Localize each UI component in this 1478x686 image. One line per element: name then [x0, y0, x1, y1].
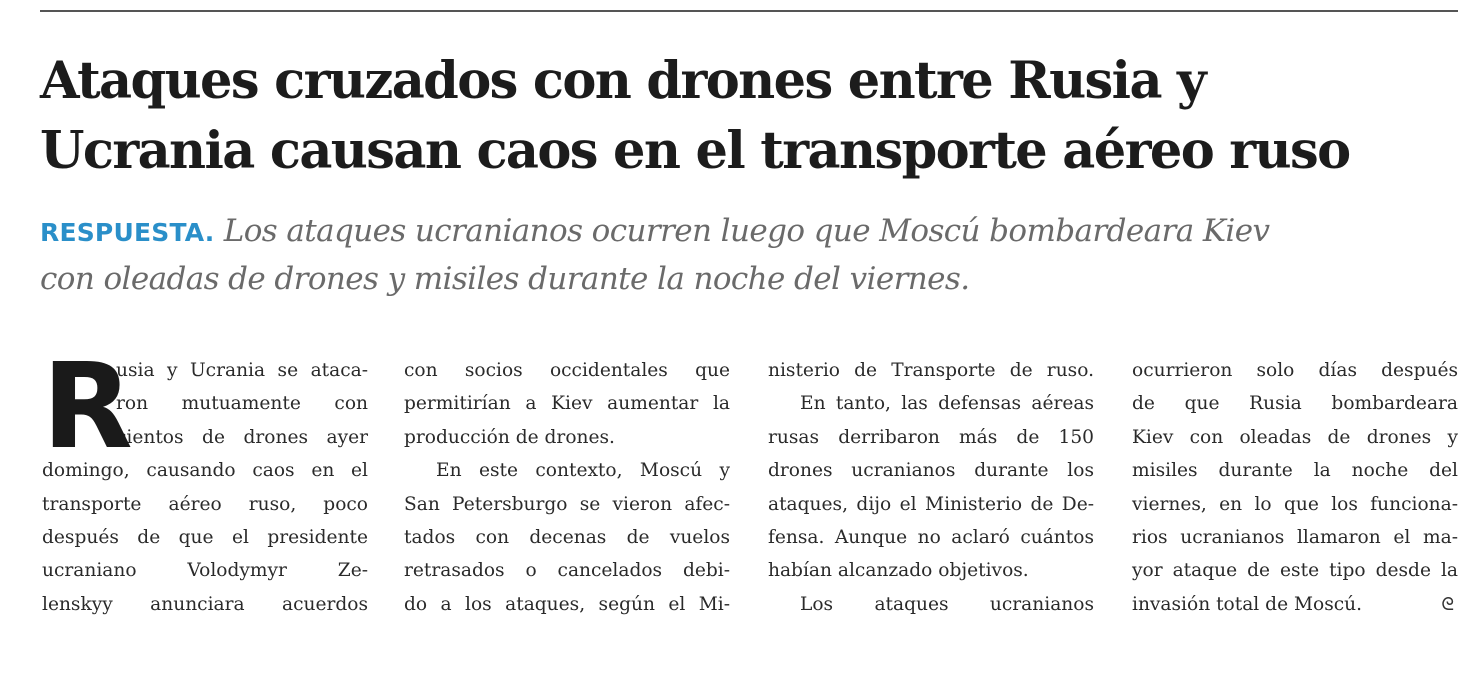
deck-line-2: con oleadas de drones y misiles durante la noche del viernes.	[40, 261, 970, 297]
column-line: cientos de drones ayer	[116, 426, 368, 448]
column-line: transporte aéreo ruso, poco	[42, 493, 368, 515]
body-column-2	[404, 354, 730, 621]
column-line: En tanto, las defensas aéreas	[800, 393, 1094, 415]
column-line: misiles durante la noche del	[1132, 460, 1458, 482]
column-line: ron mutuamente con	[116, 393, 368, 415]
column-line: ucraniano Volodymyr Ze-	[42, 560, 368, 582]
deck	[40, 208, 1460, 302]
deck-text-1: Los ataques ucranianos ocurren luego que Moscú bombardeara Kiev	[223, 213, 1270, 249]
top-rule	[40, 10, 1458, 12]
column-line: yor ataque de este tipo desde la	[1132, 560, 1458, 582]
column-line: fensa. Aunque no aclaró cuántos	[768, 526, 1094, 548]
headline-line-1: Ataques cruzados con drones entre Rusia y	[40, 51, 1206, 111]
column-line: rusas derribaron más de 150	[768, 426, 1094, 448]
column-line: do a los ataques, según el Mi-	[404, 593, 730, 615]
column-line: de que Rusia bombardeara	[1132, 393, 1458, 415]
column-line: con socios occidentales que	[404, 360, 730, 381]
column-last-line	[1132, 588, 1458, 621]
column-line: Kiev con oleadas de drones y	[1132, 426, 1458, 448]
column-line: tados con decenas de vuelos	[404, 526, 730, 548]
end-mark-icon: ᘓ	[1441, 593, 1454, 615]
column-line: lenskyy anunciara acuerdos	[42, 593, 368, 615]
column-line: invasión total de Moscú.	[1132, 593, 1363, 615]
column-line: usia y Ucrania se ataca-	[116, 360, 368, 381]
column-line: domingo, causando caos en el	[42, 460, 368, 482]
body-column-1	[42, 337, 368, 621]
column-line: drones ucranianos durante los	[768, 460, 1094, 482]
body-column-3	[768, 354, 1094, 621]
column-line: ocurrieron solo días después	[1132, 360, 1458, 381]
headline	[40, 46, 1460, 186]
column-line: Los ataques ucranianos	[800, 593, 1094, 615]
column-line: después de que el presidente	[42, 526, 368, 548]
column-line: rios ucranianos llamaron el ma-	[1132, 526, 1458, 548]
column-line: habían alcanzado objetivos.	[768, 560, 1029, 582]
deck-line-1	[40, 208, 1460, 256]
dropcap: R	[42, 337, 133, 475]
column-line: ataques, dijo el Ministerio de De-	[768, 493, 1094, 515]
body-column-4	[1132, 354, 1458, 621]
column-line: permitirían a Kiev aumentar la	[404, 393, 730, 415]
column-line: viernes, en lo que los funciona-	[1132, 493, 1458, 515]
column-line: nisterio de Transporte de ruso.	[768, 360, 1094, 381]
column-line: San Petersburgo se vieron afec-	[404, 493, 730, 515]
column-line: producción de drones.	[404, 426, 615, 448]
deck-kicker: RESPUESTA.	[40, 218, 215, 247]
headline-line-2: Ucrania causan caos en el transporte aéreo ruso	[40, 121, 1350, 181]
column-line: En este contexto, Moscú y	[436, 460, 730, 482]
column-line: retrasados o cancelados debi-	[404, 560, 730, 582]
